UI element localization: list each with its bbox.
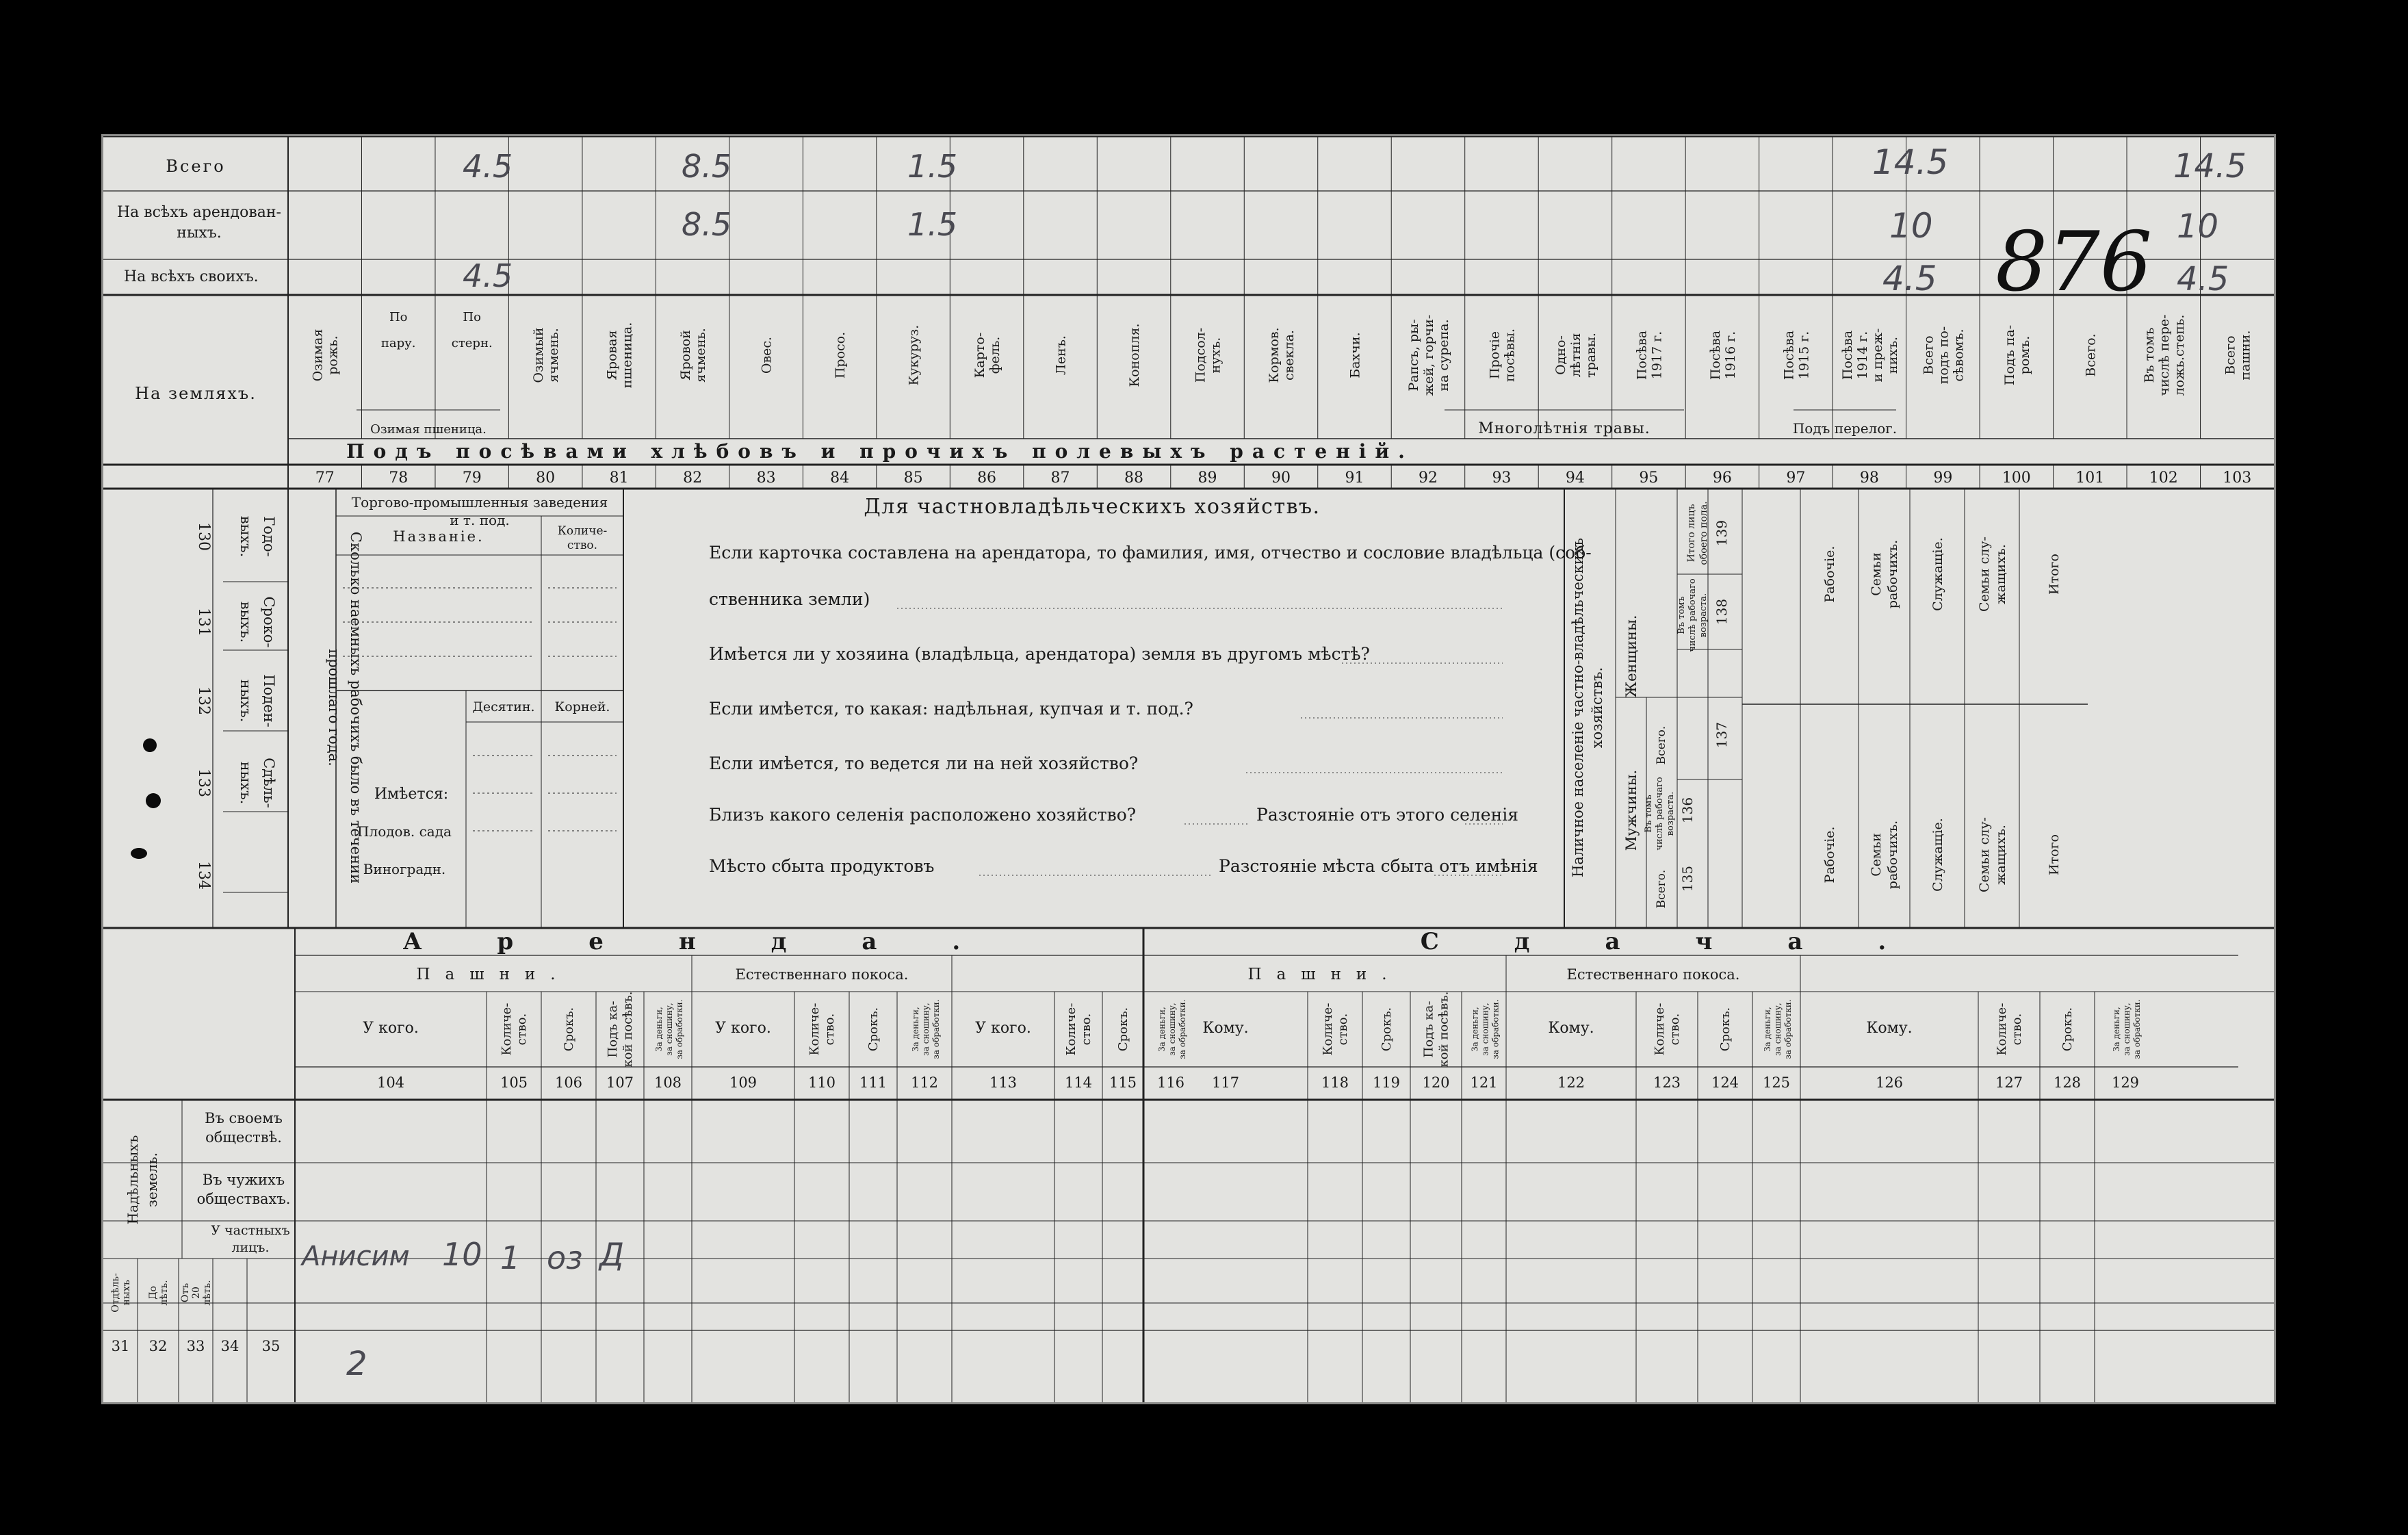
footer-col-label: лѣть. [202, 1280, 213, 1306]
crop-number: 89 [1197, 469, 1217, 487]
col-desyatin: Десятин. [472, 699, 535, 714]
worker-col-label: выхъ. [237, 515, 254, 558]
private-line-8: Мѣсто сбыта продуктовъ [709, 856, 935, 876]
sublease-head: Кому. [1202, 1020, 1249, 1037]
lease-number: 110 [807, 1074, 836, 1091]
row-own-community-1: Въ своемъ [205, 1110, 283, 1126]
crop-number: 88 [1124, 469, 1144, 487]
hw-value: оз [547, 1239, 583, 1276]
lease-head: Количе- [500, 1003, 514, 1056]
sublease-head: За деньги, [2112, 1007, 2121, 1052]
has-label: Имѣется: [374, 786, 449, 803]
hw-value: 1.5 [907, 206, 958, 243]
sublease-head: Кому. [1548, 1020, 1594, 1037]
worker-col-label: Сроко- [261, 596, 277, 648]
population-col-number: 136 [1679, 797, 1696, 824]
work-age-label: числѣ рабочаго [1687, 578, 1698, 652]
lease-number: 105 [500, 1074, 528, 1091]
footer-col-number: 34 [220, 1338, 239, 1354]
hw-value: 8.5 [682, 148, 732, 185]
col-korney: Корней. [554, 699, 610, 714]
crop-column-numbers [315, 469, 2252, 487]
worker-col-label: выхъ. [237, 601, 254, 643]
lease-head: За деньги, [654, 1007, 664, 1052]
population-block [1644, 501, 2062, 908]
private-line-7: Разстоянiе отъ этого селенiя [1256, 805, 1519, 825]
population-head: рабочихъ. [1885, 820, 1900, 890]
row-label-rented-2: ныхъ. [177, 224, 222, 242]
hw-value: 10 [2177, 207, 2219, 246]
sublease-number: 128 [2053, 1074, 2082, 1091]
men-label: Мужчины. [1623, 769, 1640, 851]
sublease-number: 118 [1321, 1074, 1349, 1091]
crop-label: ячмень. [546, 328, 562, 383]
sublease-head: Количе- [1653, 1003, 1667, 1056]
footer-col-label: До [148, 1286, 159, 1300]
crop-number: 96 [1712, 469, 1732, 487]
crop-label: нихъ. [1885, 336, 1900, 374]
sublease-number: 126 [1875, 1074, 1904, 1091]
lease-head: Срокъ. [1116, 1007, 1130, 1052]
crop-number: 90 [1271, 469, 1291, 487]
nadel-label-2: земель. [144, 1152, 160, 1208]
hw-value: 4.5 [463, 257, 513, 294]
hw-value: Анисим [302, 1241, 410, 1272]
sublease-number: 122 [1557, 1074, 1585, 1091]
crop-number: 103 [2223, 469, 2252, 487]
hired-workers-block [195, 516, 277, 890]
sublease-head: За деньги, [1470, 1007, 1480, 1052]
group-winter-wheat: Озимая пшеница. [370, 422, 487, 437]
hw-value: 2 [346, 1345, 367, 1383]
lease-number: 106 [554, 1074, 583, 1091]
row-label-rented-1: На всѣхъ арендован- [117, 204, 281, 221]
crop-label: Посѣва [1634, 330, 1650, 380]
private-line-4: Если имѣется, то какая: надѣльная, купчая и т. под.? [709, 699, 1193, 719]
row-label-own: На всѣхъ своихъ. [124, 268, 259, 285]
crop-caption: Подъ посѣвами хлѣбовъ и прочихъ полевыхъ растенiй. [346, 440, 1414, 463]
crop-number: 93 [1492, 469, 1512, 487]
crop-number: 86 [977, 469, 997, 487]
population-head: Семьи слу- [1977, 817, 1992, 892]
both-sexes-label: Итого лицъ [1686, 504, 1697, 563]
lease-head: за обработки. [931, 999, 941, 1059]
population-head: жащихъ. [1993, 544, 2008, 604]
lease-head: За деньги, [1157, 1007, 1167, 1052]
handwritten-values-bottom [300, 1236, 624, 1383]
footer-col-label: Отъ [180, 1282, 191, 1303]
crop-label: 1917 г. [1649, 331, 1665, 380]
worker-col-label: Поден- [261, 674, 277, 727]
crop-label: фель. [987, 336, 1003, 374]
crop-number: 78 [389, 469, 409, 487]
pashni-label: Пашни. [416, 966, 571, 983]
lease-head: за сношину, [664, 1003, 674, 1056]
crop-label: Озимая [310, 328, 326, 382]
sublease-title: Сдача. [1420, 928, 1962, 955]
row-other-community-2: обществахъ. [196, 1191, 291, 1207]
population-head: Служащiе. [1930, 818, 1945, 892]
crop-label: Посѣва [1707, 330, 1723, 380]
private-farms-block [709, 495, 1592, 876]
sublease-head: кой посѣвъ. [1436, 991, 1451, 1068]
private-line-3: Имѣется ли у хозяина (владѣльца, арендатора) земля въ другомъ мѣстѣ? [709, 644, 1370, 664]
crop-number: 84 [830, 469, 850, 487]
population-head: Итого [2047, 554, 2062, 595]
crop-label: Карто- [972, 332, 988, 378]
crop-label: 1915 г. [1796, 331, 1812, 380]
sublease-number: 121 [1470, 1074, 1498, 1091]
footer-columns [110, 1273, 280, 1354]
crop-label: Бахчи. [1347, 332, 1363, 378]
trade-block [352, 494, 610, 877]
footer-col-label: ныхъ [121, 1280, 132, 1306]
population-head: рабочихъ. [1885, 539, 1900, 609]
crop-number: 77 [315, 469, 335, 487]
sublease-head: за обработки. [1490, 999, 1501, 1059]
side-label-lands: На земляхъ. [135, 384, 257, 403]
lease-number: 108 [653, 1074, 682, 1091]
lease-head: Количе- [1064, 1003, 1078, 1056]
crop-label: пару. [380, 336, 416, 350]
hw-value: 14.5 [2173, 147, 2247, 185]
crop-label: Озимый [531, 327, 547, 383]
women-label: Женщины. [1623, 615, 1640, 698]
crop-label: стерн. [451, 336, 493, 350]
crop-label: Яровой [678, 330, 694, 380]
hw-value: 1 [500, 1239, 521, 1276]
worker-col-number: 134 [195, 861, 212, 890]
pokos-label: Естественнаго покоса. [735, 966, 909, 983]
crop-label: травы. [1583, 333, 1598, 378]
crop-number: 102 [2149, 469, 2178, 487]
population-col-number: 135 [1679, 865, 1696, 892]
crop-label: сѣвомъ. [1951, 328, 1967, 382]
sublease-head: ство. [1668, 1013, 1682, 1046]
sublease-head: ство. [2010, 1013, 2024, 1046]
crop-number: 94 [1565, 469, 1585, 487]
orchard-label: Плодов. сада [357, 823, 452, 840]
crop-label: Просо. [833, 331, 849, 379]
trade-title-2: и т. под. [450, 512, 510, 528]
footer-col-number: 35 [261, 1338, 281, 1354]
population-head: Рабочiе. [1822, 545, 1837, 603]
crop-label: Ленъ. [1053, 335, 1069, 375]
lease-head: Подъ ка- [606, 1001, 620, 1058]
footer-col-number: 33 [186, 1338, 205, 1354]
crop-label: Подсол- [1193, 327, 1208, 383]
hw-value: 4.5 [2177, 260, 2229, 298]
trade-count-label-1: Количе- [557, 524, 608, 538]
crop-label: посѣвы. [1502, 328, 1518, 383]
sublease-head: Срокъ. [1718, 1007, 1733, 1052]
sublease-number: 124 [1711, 1074, 1739, 1091]
hw-value: Д [599, 1236, 624, 1273]
private-line-9: Разстоянiе мѣста сбыта отъ имѣнiя [1219, 856, 1538, 876]
private-title: Для частновладѣльческихъ хозяйствъ. [864, 495, 1321, 519]
crop-label: Посѣва [1781, 330, 1797, 380]
crop-label: Всего. [2083, 333, 2099, 377]
census-card [101, 134, 2276, 1404]
lease-head: ство. [823, 1013, 837, 1046]
workers-caption-1: Сколько наемныхъ рабочихъ было въ течении [348, 531, 364, 884]
census-form [103, 136, 2274, 1402]
crop-label: ромъ. [2017, 335, 2032, 375]
lease-head: За деньги, [911, 1007, 920, 1052]
lease-frame [103, 928, 2274, 1402]
lease-number: 116 [1156, 1074, 1185, 1091]
sublease-head: за обработки. [2132, 999, 2142, 1059]
population-col-number: 139 [1713, 519, 1730, 547]
lease-number: 115 [1109, 1074, 1137, 1091]
crop-label: Посѣва [1839, 330, 1855, 380]
vineyard-label: Виноградн. [363, 861, 446, 877]
sublease-number: 120 [1422, 1074, 1450, 1091]
crop-number: 92 [1418, 469, 1438, 487]
population-head: жащихъ. [1993, 825, 2008, 885]
sublease-head: Кому. [1866, 1020, 1913, 1037]
sublease-head: Количе- [1321, 1003, 1335, 1056]
sublease-number: 117 [1211, 1074, 1240, 1091]
hw-value: 14.5 [1872, 142, 1949, 182]
crop-label: Овес. [759, 336, 775, 374]
card-number: 876 [1995, 215, 2153, 310]
crop-label: Всего [2223, 335, 2238, 375]
crop-label: нухъ. [1208, 337, 1224, 374]
crop-number: 99 [1933, 469, 1953, 487]
footer-col-label: Отдѣль- [110, 1273, 121, 1313]
crop-label: лѣтнiя [1568, 333, 1583, 378]
population-head: Семьи [1869, 833, 1884, 877]
crop-label: Подъ па- [2002, 324, 2017, 386]
crop-number: 82 [683, 469, 703, 487]
lease-title: Аренда. [402, 928, 1036, 955]
private-line-5: Если имѣется, то ведется ли на ней хозяйство? [709, 753, 1139, 773]
crop-label: рожь. [325, 335, 341, 375]
worker-col-label: Сдѣль- [261, 758, 277, 808]
crop-label: свекла. [1282, 330, 1297, 380]
work-age-label: Въ томъ [1644, 795, 1654, 833]
crop-label: ложь.степь. [2171, 314, 2187, 396]
nadel-label-1: Надѣльныхъ [125, 1135, 141, 1225]
crop-number: 98 [1859, 469, 1879, 487]
worker-col-label: ныхъ. [237, 679, 254, 723]
population-col-number: 138 [1713, 598, 1730, 625]
footer-col-number: 31 [111, 1338, 130, 1354]
crop-number: 91 [1345, 469, 1364, 487]
crop-label: По [389, 310, 408, 324]
sublease-number: 123 [1653, 1074, 1681, 1091]
worker-col-number: 132 [195, 686, 212, 715]
private-line-2: ственника земли) [709, 589, 870, 609]
hw-value: 4.5 [463, 148, 513, 185]
pashni-label: Пашни. [1247, 966, 1402, 983]
crop-label: ячмень. [693, 328, 709, 383]
population-head: Семьи слу- [1977, 537, 1992, 612]
worker-col-label: ныхъ. [237, 761, 254, 805]
crop-number: 97 [1786, 469, 1806, 487]
population-caption-2: хозяйствъ. [1589, 667, 1605, 749]
hw-value: 4.5 [1882, 259, 1937, 298]
crop-label: Рапсъ, ры- [1406, 319, 1421, 391]
crop-label: Въ томъ [2141, 327, 2157, 383]
lease-head: У кого. [363, 1020, 419, 1037]
hw-value: 1.5 [907, 148, 958, 185]
crop-number: 83 [756, 469, 776, 487]
crop-label: Всего [1921, 335, 1937, 375]
crop-number: 95 [1639, 469, 1659, 487]
row-private-2: лицъ. [231, 1240, 270, 1255]
work-age-label: возраста. [1698, 593, 1709, 638]
crop-number: 79 [462, 469, 482, 487]
crop-label: Кукуруз. [906, 324, 922, 386]
sublease-head: ство. [1336, 1013, 1350, 1046]
punch-hole [143, 738, 157, 752]
punch-hole [131, 848, 147, 859]
work-age-label: возраста. [1666, 791, 1676, 836]
population-head: Служащiе. [1930, 537, 1945, 611]
row-private-1: У частныхъ [211, 1223, 290, 1238]
group-fallow: Подъ перелог. [1792, 420, 1898, 437]
sublease-head: за сношину, [1480, 1003, 1490, 1056]
crop-label: числѣ пере- [2156, 314, 2172, 396]
sublease-number: 119 [1372, 1074, 1401, 1091]
crop-label: 1914 г. [1854, 331, 1870, 380]
lease-head: за обработки. [1178, 999, 1187, 1059]
crop-label: пашни. [2238, 330, 2253, 380]
lease-number: 114 [1064, 1074, 1093, 1091]
lease-head: Срокъ. [562, 1007, 576, 1052]
population-head: Рабочiе. [1822, 826, 1837, 883]
hw-value: 10 [442, 1236, 482, 1273]
crop-label: жей, горчи- [1421, 314, 1436, 396]
crop-number: 101 [2075, 469, 2105, 487]
lease-number: 112 [910, 1074, 939, 1091]
row-label-total: Всего [166, 157, 226, 176]
population-total-label: Всего. [1655, 869, 1668, 909]
lease-head: Срокъ. [866, 1007, 881, 1052]
sublease-number: 129 [2111, 1074, 2140, 1091]
population-total-label: Всего. [1655, 725, 1668, 765]
lease-head: У кого. [715, 1020, 771, 1037]
group-perennial-grass: Многолѣтнiя травы. [1478, 420, 1650, 437]
sublease-head: Количе- [1995, 1003, 2009, 1056]
lease-column-headers [363, 966, 2142, 1091]
crop-label: подъ по- [1936, 326, 1952, 385]
crop-label: Яровая [604, 330, 620, 380]
trade-title-1: Торгово-промышленныя заведения [351, 494, 608, 511]
row-own-community-2: обществѣ. [205, 1129, 282, 1146]
lease-head: Количе- [807, 1003, 822, 1056]
lease-number: 104 [376, 1074, 405, 1091]
crop-number: 100 [2002, 469, 2031, 487]
crop-label: Прочiе [1487, 331, 1503, 380]
lease-head: за сношину, [921, 1003, 931, 1056]
sublease-number: 125 [1762, 1074, 1791, 1091]
hw-value: 10 [1889, 206, 1933, 246]
lease-number: 107 [606, 1074, 634, 1091]
worker-col-number: 131 [195, 608, 212, 636]
lease-number: 111 [859, 1074, 888, 1091]
crop-number: 80 [536, 469, 556, 487]
sublease-head: Срокъ. [2060, 1007, 2075, 1052]
lease-row-labels [125, 1110, 290, 1255]
both-sexes-label: обоего пола. [1698, 501, 1709, 565]
lease-number: 113 [989, 1074, 1018, 1091]
sublease-head: За деньги, [1763, 1007, 1772, 1052]
crop-label: По [463, 310, 481, 324]
hw-value: 8.5 [682, 206, 732, 243]
crop-label: пшеница. [619, 322, 635, 389]
lease-head: за обработки. [675, 999, 684, 1059]
sublease-head: за сношину, [2122, 1003, 2132, 1056]
worker-col-label: Годо- [261, 516, 277, 557]
trade-count-label-2: ство. [567, 539, 598, 552]
crop-label: 1916 г. [1722, 331, 1738, 380]
private-line-6: Близъ какого селенiя расположено хозяйство? [709, 805, 1137, 825]
worker-col-number: 130 [195, 522, 212, 551]
sublease-head: Срокъ. [1380, 1007, 1394, 1052]
workers-caption-2: прошлаго года. [326, 649, 342, 766]
crop-number: 87 [1050, 469, 1070, 487]
population-caption-1: Наличное населенiе частно-владѣльческихъ [1570, 537, 1586, 878]
crop-label: на сурепа. [1436, 319, 1451, 391]
pokos-label: Естественнаго покоса. [1566, 966, 1740, 983]
footer-col-label: 20 [191, 1287, 202, 1299]
sublease-head: за обработки. [1783, 999, 1793, 1059]
lease-head: ство. [1079, 1013, 1093, 1046]
footer-col-number: 32 [148, 1338, 168, 1354]
crop-label: и преж- [1869, 328, 1885, 383]
sublease-number: 127 [1995, 1074, 2023, 1091]
crop-number: 81 [609, 469, 629, 487]
population-head: Семьи [1869, 552, 1884, 596]
crop-number: 85 [903, 469, 923, 487]
row-other-community-1: Въ чужихъ [202, 1172, 285, 1188]
lease-number: 109 [729, 1074, 758, 1091]
sublease-head: за сношину, [1773, 1003, 1783, 1056]
worker-col-number: 133 [195, 769, 212, 797]
crop-label: Конопля. [1127, 323, 1143, 387]
work-age-label: числѣ рабочаго [1655, 777, 1665, 851]
work-age-label: Въ томъ [1676, 596, 1687, 634]
lease-head: за сношину, [1167, 1003, 1177, 1056]
sublease-head: Подъ ка- [1421, 1001, 1436, 1058]
population-col-number: 137 [1713, 721, 1730, 749]
crop-column-headers [311, 310, 2253, 396]
punch-hole [146, 793, 161, 808]
crop-label: Одно- [1553, 335, 1568, 375]
trade-name-label: Названiе. [393, 528, 484, 545]
lease-head: ство. [515, 1013, 529, 1046]
population-head: Итого [2047, 834, 2062, 875]
handwritten-values-top [463, 142, 2247, 310]
footer-col-label: лѣть. [159, 1280, 170, 1306]
lease-head: кой посѣвъ. [621, 991, 635, 1068]
private-line-1: Если карточка составлена на арендатора, то фамилия, имя, отчество и сословие владѣльца (соб- [709, 543, 1592, 563]
crop-label: Кормов. [1267, 327, 1282, 383]
lease-head: У кого. [975, 1020, 1031, 1037]
